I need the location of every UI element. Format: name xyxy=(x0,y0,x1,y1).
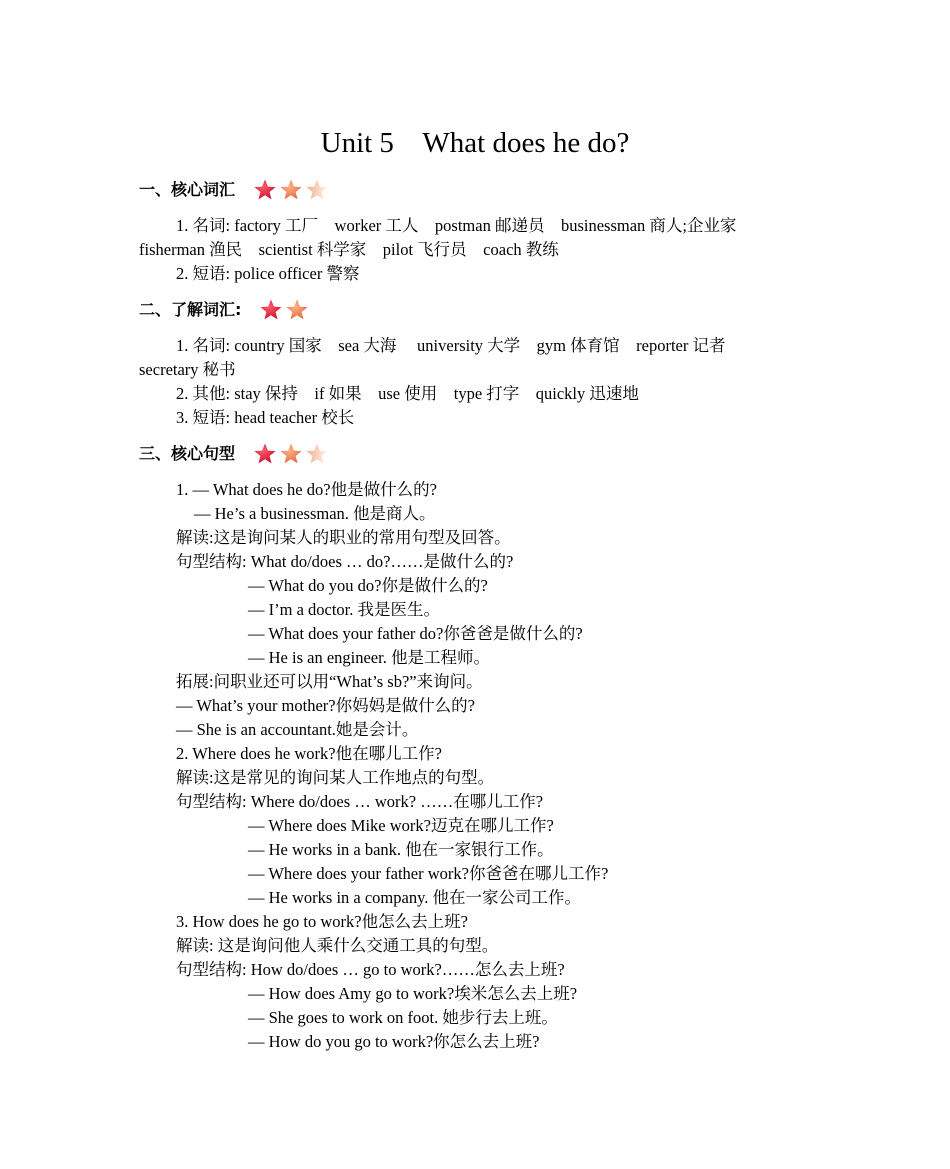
sentence-line: 句型结构: What do/does … do?……是做什么的? xyxy=(176,552,514,571)
difficulty-stars xyxy=(253,442,331,466)
sentence-line: 拓展:问职业还可以用“What’s sb?”来询问。 xyxy=(176,672,483,691)
star-icon xyxy=(253,178,277,202)
sentence-line: 2. Where does he work?他在哪儿工作? xyxy=(176,744,442,763)
star-icon xyxy=(259,298,283,322)
sentence-line: — I’m a doctor. 我是医生。 xyxy=(248,600,441,619)
sentence-line: — How do you go to work?你怎么去上班? xyxy=(248,1032,540,1051)
sentence-line: 3. How does he go to work?他怎么去上班? xyxy=(176,912,468,931)
sentence-line: 解读: 这是询问他人乘什么交通工具的句型。 xyxy=(176,936,499,955)
sentence-line: — He is an engineer. 他是工程师。 xyxy=(248,648,490,667)
section-heading-text: 三、核心句型 xyxy=(139,444,236,463)
page-title: Unit 5 What does he do? xyxy=(320,127,630,159)
vocab-line: 1. 名词: factory 工厂 worker 工人 postman 邮递员 businessman 商人;企业家 xyxy=(176,216,737,235)
section-heading-text: 二、了解词汇: xyxy=(139,300,242,319)
star-icon xyxy=(305,178,329,202)
section-heading-core-vocabulary xyxy=(139,177,331,203)
vocab-line: 2. 短语: police officer 警察 xyxy=(176,264,360,283)
sentence-line: 句型结构: Where do/does … work? ……在哪儿工作? xyxy=(176,792,544,811)
section-heading-learn-vocabulary xyxy=(139,297,311,323)
star-icon xyxy=(305,442,329,466)
vocab-line: 1. 名词: country 国家 sea 大海 university 大学 gym 体育馆 reporter 记者 xyxy=(176,336,726,355)
sentence-line: 句型结构: How do/does … go to work?……怎么去上班? xyxy=(176,960,565,979)
sentence-line: — What’s your mother?你妈妈是做什么的? xyxy=(176,696,475,715)
section-heading-text: 一、核心词汇 xyxy=(139,180,236,199)
sentence-line: — He’s a businessman. 他是商人。 xyxy=(194,504,436,523)
section-heading-core-sentences xyxy=(139,441,331,467)
sentence-line: — Where does Mike work?迈克在哪儿工作? xyxy=(248,816,554,835)
star-icon xyxy=(279,442,303,466)
difficulty-stars xyxy=(259,298,311,322)
star-icon xyxy=(253,442,277,466)
sentence-line: — He works in a bank. 他在一家银行工作。 xyxy=(248,840,554,859)
sentence-line: — How does Amy go to work?埃米怎么去上班? xyxy=(248,984,578,1003)
sentence-line: 解读:这是常见的询问某人工作地点的句型。 xyxy=(176,768,495,787)
star-icon xyxy=(279,178,303,202)
sentence-line: — What does your father do?你爸爸是做什么的? xyxy=(248,624,583,643)
sentence-line: — She is an accountant.她是会计。 xyxy=(176,720,419,739)
star-icon xyxy=(285,298,309,322)
sentence-line: 1. — What does he do?他是做什么的? xyxy=(176,480,437,499)
vocab-line: 2. 其他: stay 保持 if 如果 use 使用 type 打字 quickly 迅速地 xyxy=(176,384,639,403)
difficulty-stars xyxy=(253,178,331,202)
sentence-line: — She goes to work on foot. 她步行去上班。 xyxy=(248,1008,558,1027)
vocab-line: secretary 秘书 xyxy=(139,360,236,379)
vocab-line: 3. 短语: head teacher 校长 xyxy=(176,408,355,427)
sentence-line: — What do you do?你是做什么的? xyxy=(248,576,488,595)
sentence-line: — He works in a company. 他在一家公司工作。 xyxy=(248,888,582,907)
sentence-line: 解读:这是询问某人的职业的常用句型及回答。 xyxy=(176,528,511,547)
sentence-line: — Where does your father work?你爸爸在哪儿工作? xyxy=(248,864,609,883)
vocab-line: fisherman 渔民 scientist 科学家 pilot 飞行员 coach 教练 xyxy=(139,240,559,259)
